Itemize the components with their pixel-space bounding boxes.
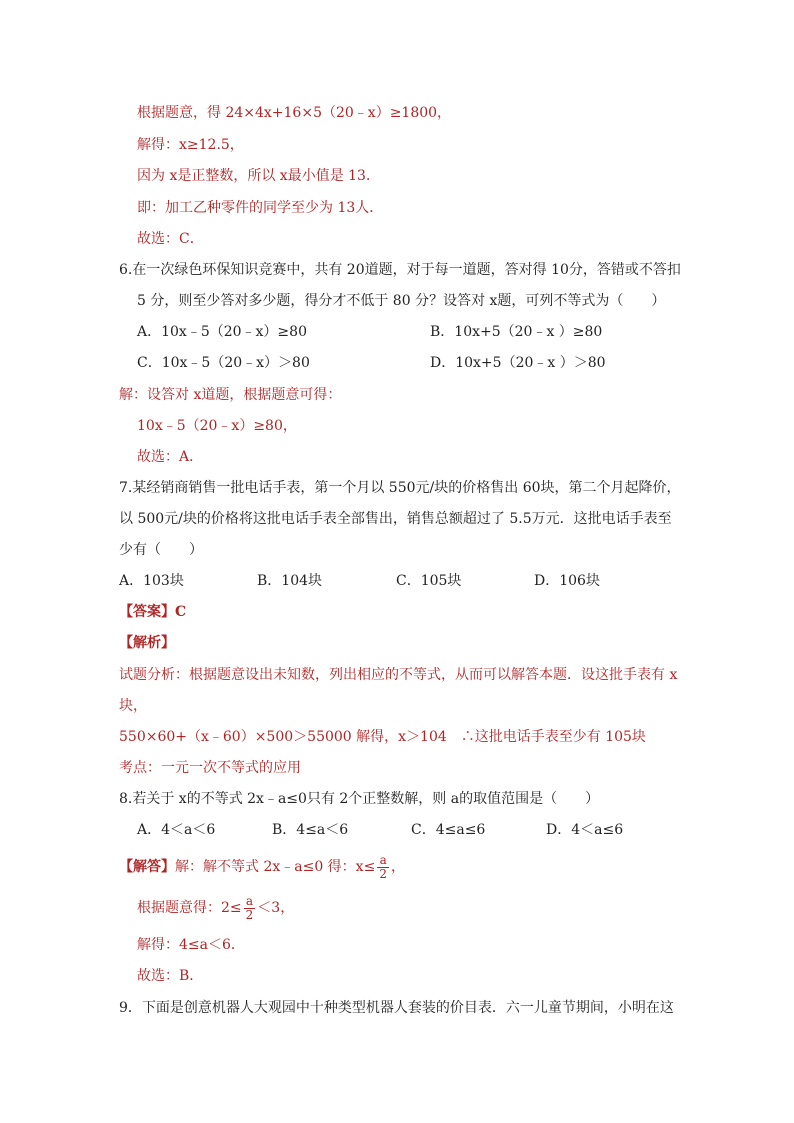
q8-solution-text: 解：解不等式 2x﹣a≤0 得：x≤ [175,859,376,875]
q7-solution-line: 试题分析：根据题意设出未知数，列出相应的不等式，从而可以解答本题．设这批手表有 x [119,667,678,683]
q6-solution-line: 解：设答对 x道题，根据题意可得： [119,387,342,403]
q8-solution-text: 根据题意得：2≤ [137,900,242,916]
q8-option-b: B．4≤a＜6 [272,822,349,838]
q6-stem: 6.在一次绿色环保知识竞赛中，共有 20道题，对于每一道题，答对得 10分，答错或不答扣 [119,262,681,278]
q8-solution-tag: 【解答】 [119,859,175,875]
q5-solution-line: 解得：x≥12.5， [137,137,244,153]
q8-solution-line: 解得：4≤a＜6． [137,937,245,953]
q6-stem: 5 分，则至少答对多少题，得分才不低于 80 分？设答对 x题，可列不等式为（ ） [137,293,666,309]
fraction-a-over-2 [244,895,256,922]
q8-solution-text: ＜3， [257,900,295,916]
q8-solution-text: ， [390,859,405,875]
q7-solution-line: 块， [119,698,147,714]
fraction-denominator: 2 [379,866,387,881]
fraction-a-over-2 [377,854,389,881]
q5-solution-line: 根据题意，得 24×4x+16×5（20﹣x）≥1800， [137,105,452,121]
fraction-numerator: a [244,895,256,909]
fraction-denominator: 2 [245,907,254,922]
q7-analysis-label: 【解析】 [119,635,175,651]
q7-option-d: D．106块 [534,573,600,589]
q7-option-a: A．103块 [119,573,184,589]
q8-solution-line [119,853,405,881]
q7-stem: 以 500元/块的价格将这批电话手表全部售出，销售总额超过了 5.5万元．这批电话手表至 [119,511,672,527]
q6-option-a: A．10x﹣5（20﹣x）≥80 [137,324,307,340]
q7-option-b: B．104块 [257,573,323,589]
q7-answer-label: 【答案】C [119,604,187,620]
q8-solution-line [137,894,294,922]
fraction-numerator: a [377,854,389,868]
q7-option-c: C．105块 [396,573,462,589]
q5-solution-line: 因为 x是正整数，所以 x最小值是 13． [137,168,380,184]
q6-option-b: B．10x+5（20﹣x ）≥80 [430,324,603,340]
q8-option-d: D．4＜a≤6 [546,822,624,838]
q7-knowledge-point: 考点：一元一次不等式的应用 [119,760,301,776]
q5-solution-line: 即：加工乙种零件的同学至少为 13人． [137,200,384,216]
q6-option-d: D．10x+5（20﹣x ）＞80 [430,355,606,371]
q5-answer-choice: 故选：C． [137,231,204,247]
q9-stem: 9．下面是创意机器人大观园中十种类型机器人套装的价目表．六一儿童节期间，小明在这 [119,1000,674,1016]
q7-solution-line: 550×60+（x﹣60）×500＞55000 解得，x＞104 ∴这批电话手表至少有 105块 [119,729,646,745]
q8-option-a: A．4＜a＜6 [137,822,216,838]
q7-stem: 7.某经销商销售一批电话手表，第一个月以 550元/块的价格售出 60块，第二个月起降价， [119,480,681,496]
q7-stem: 少有（ ） [119,542,203,558]
q8-option-c: C．4≤a≤6 [411,822,486,838]
q8-stem: 8.若关于 x的不等式 2x﹣a≤0只有 2个正整数解，则 a的取值范围是（ ） [119,791,600,807]
q6-solution-line: 10x﹣5（20﹣x）≥80， [137,418,297,434]
q6-option-c: C．10x﹣5（20﹣x）＞80 [137,355,310,371]
q8-answer-choice: 故选：B． [137,968,204,984]
q6-answer-choice: 故选：A． [137,449,204,465]
